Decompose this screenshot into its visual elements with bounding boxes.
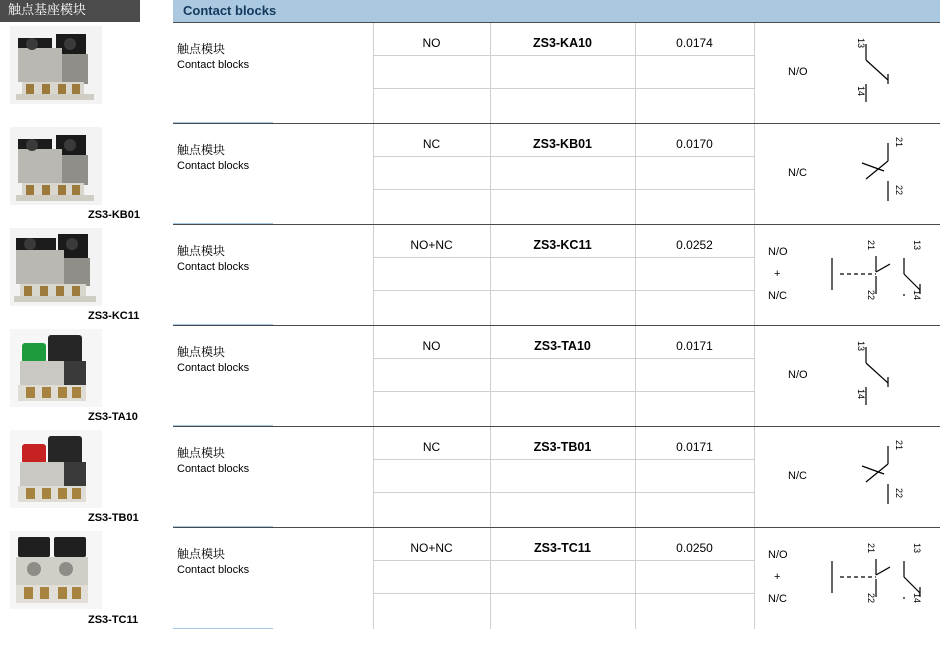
contact-type-value: NC [422,137,441,151]
table-row [0,224,940,325]
description-cell [173,224,373,325]
grid-line [373,156,754,157]
header-spacer [140,0,173,22]
product-photo [8,428,104,510]
terminal-number: 13 [912,240,922,251]
terminal-number: 22 [866,593,876,604]
grid-line-vertical [635,326,636,426]
contact-schematic [754,426,940,527]
table-row [0,123,940,224]
reference-value: ZS3-TC11 [534,541,591,555]
contact-type-value: NO+NC [410,238,453,252]
grid-line-vertical [635,427,636,527]
description-cn: 触点模块 [177,446,226,460]
grid-line-vertical [490,225,491,325]
schematic-label: N/C [788,167,807,179]
grid-line-vertical [490,528,491,629]
description-cn: 触点模块 [177,244,226,258]
weight-cell [635,527,754,629]
reference-cell [490,426,635,527]
header-title-cn: 触点基座模块 [0,0,140,22]
grid-line-vertical [490,23,491,123]
grid-line-vertical [490,326,491,426]
grid-line-vertical [373,225,374,325]
terminal-number: 22 [894,185,904,196]
description-en: Contact blocks [177,160,250,172]
weight-cell [635,426,754,527]
reference-cell [490,224,635,325]
terminal-number: 21 [894,440,904,451]
contact-schematic [754,527,940,629]
weight-cell [635,325,754,426]
schematic-label: N/O [768,549,788,561]
product-photo [8,24,104,106]
weight-value: 0.0174 [676,36,713,50]
product-photo [8,529,104,611]
grid-line [373,88,754,89]
weight-cell [635,22,754,123]
page-header [0,0,940,22]
grid-line [373,290,754,291]
grid-line-vertical [373,23,374,123]
grid-line-vertical [754,23,755,123]
contact-type-value: NC [422,440,441,454]
description-cell [173,325,373,426]
grid-line [373,593,754,594]
grid-line [373,189,754,190]
description-cell [173,22,373,123]
reference-cell [490,527,635,629]
schematic-cell [754,325,940,426]
grid-line-vertical [754,225,755,325]
grid-line [373,55,754,56]
product-image-cell [0,325,173,426]
product-photo [8,226,104,308]
description-cn: 触点模块 [177,143,226,157]
schematic-label: N/O [788,369,808,381]
contact-type-cell [373,426,490,527]
grid-line [373,257,754,258]
product-image-cell [0,527,173,629]
terminal-number: 14 [912,290,922,301]
schematic-cell [754,123,940,224]
reference-value: ZS3-KC11 [533,238,592,252]
product-image-label: ZS3-TB01 [88,512,139,524]
grid-line [373,459,754,460]
contact-type-value: NO [422,36,441,50]
schematic-label: N/O [768,246,788,258]
contact-schematic [754,22,940,123]
contact-type-cell [373,224,490,325]
contact-schematic [754,224,940,325]
schematic-label: + [774,571,781,583]
grid-line-vertical [373,326,374,426]
product-image-label: ZS3-TA10 [88,411,138,423]
weight-value: 0.0171 [676,339,713,353]
contact-type-cell [373,123,490,224]
products-table [0,22,940,629]
terminal-number: 13 [856,341,866,352]
grid-line-vertical [754,124,755,224]
terminal-number: 13 [856,38,866,49]
product-photo [8,125,104,207]
description-en: Contact blocks [177,463,250,475]
description-cell [173,426,373,527]
schematic-cell [754,426,940,527]
weight-value: 0.0170 [676,137,713,151]
terminal-number: 22 [894,488,904,499]
schematic-cell [754,224,940,325]
product-image-label: ZS3-KB01 [88,209,140,221]
schematic-label: + [774,268,781,280]
reference-value: ZS3-TA10 [534,339,591,353]
contact-type-cell [373,22,490,123]
grid-line [373,492,754,493]
header-title-en: Contact blocks [173,0,940,22]
table-row [0,426,940,527]
product-image-cell [0,123,173,224]
schematic-cell [754,527,940,629]
reference-cell [490,123,635,224]
grid-line [373,391,754,392]
table-row [0,22,940,123]
grid-line [373,358,754,359]
description-en: Contact blocks [177,261,250,273]
grid-line-vertical [635,124,636,224]
description-cell [173,527,373,629]
contact-schematic [754,123,940,224]
reference-cell [490,22,635,123]
product-image-label: ZS3-TC11 [88,614,139,626]
weight-value: 0.0171 [676,440,713,454]
product-photo [8,327,104,409]
terminal-number: 14 [856,389,866,400]
grid-line-vertical [754,427,755,527]
weight-cell [635,123,754,224]
terminal-number: 13 [912,543,922,554]
terminal-number: 21 [866,240,876,251]
weight-value: 0.0250 [676,541,713,555]
reference-value: ZS3-TB01 [533,440,592,454]
description-en: Contact blocks [177,362,250,374]
grid-line-vertical [635,528,636,629]
grid-line [373,560,754,561]
product-image-label: ZS3-KC11 [88,310,140,322]
grid-line-vertical [754,528,755,629]
contact-type-cell [373,527,490,629]
schematic-label: N/O [788,66,808,78]
product-image-cell [0,224,173,325]
weight-value: 0.0252 [676,238,713,252]
reference-value: ZS3-KA10 [532,36,593,50]
description-cell [173,123,373,224]
table-row [0,527,940,629]
contact-type-cell [373,325,490,426]
terminal-number: 22 [866,290,876,301]
description-en: Contact blocks [177,59,250,71]
grid-line-vertical [635,225,636,325]
description-en: Contact blocks [177,564,250,576]
terminal-number: 14 [856,86,866,97]
accent-rule [173,628,273,629]
grid-line-vertical [490,124,491,224]
reference-cell [490,325,635,426]
terminal-number: 21 [894,137,904,148]
grid-line-vertical [373,124,374,224]
grid-line-vertical [490,427,491,527]
schematic-cell [754,22,940,123]
contact-type-value: NO+NC [410,541,453,555]
description-cn: 触点模块 [177,345,226,359]
schematic-label: N/C [768,290,787,302]
contact-type-value: NO [422,339,441,353]
schematic-label: N/C [788,470,807,482]
description-cn: 触点模块 [177,547,226,561]
grid-line-vertical [635,23,636,123]
description-cn: 触点模块 [177,42,226,56]
terminal-number: 14 [912,593,922,604]
table-row [0,325,940,426]
product-image-cell [0,22,173,123]
weight-cell [635,224,754,325]
grid-line-vertical [754,326,755,426]
grid-line-vertical [373,528,374,629]
grid-line-vertical [373,427,374,527]
reference-value: ZS3-KB01 [532,137,593,151]
schematic-label: N/C [768,593,787,605]
product-image-cell [0,426,173,527]
contact-schematic [754,325,940,426]
terminal-number: 21 [866,543,876,554]
